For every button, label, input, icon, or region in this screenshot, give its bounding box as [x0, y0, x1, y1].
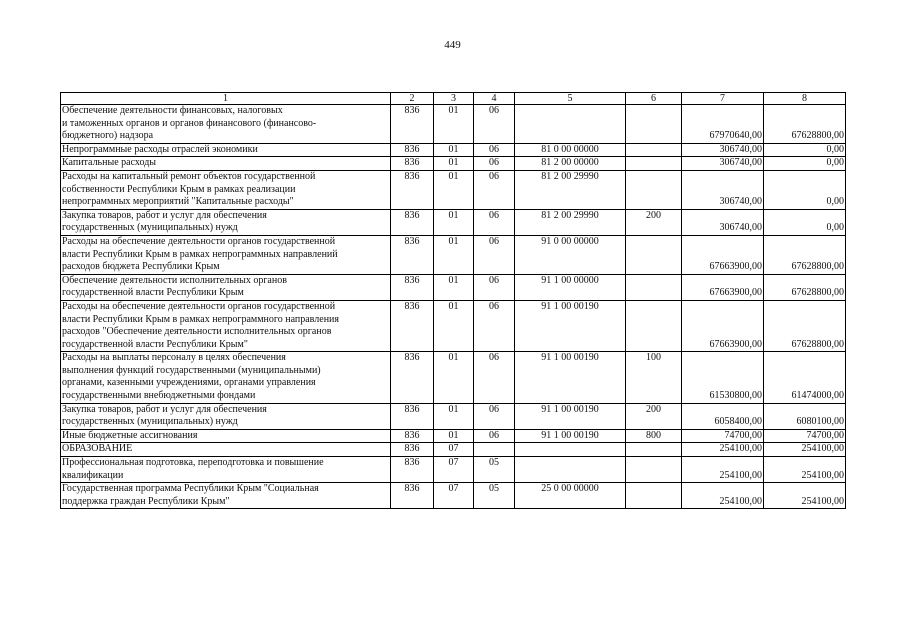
- row-target-code: 91 1 00 00190: [515, 429, 626, 443]
- row-admin-code: 836: [391, 105, 434, 144]
- row-amount-1: 254100,00: [682, 457, 764, 483]
- row-amount-2: 0,00: [764, 157, 846, 171]
- row-subsection-code: 05: [474, 483, 515, 509]
- table-row: [61, 235, 846, 274]
- row-admin-code: 836: [391, 457, 434, 483]
- header-cell: 6: [626, 93, 682, 105]
- row-subsection-code: 05: [474, 457, 515, 483]
- row-amount-1: 61530800,00: [682, 352, 764, 403]
- row-expense-type: [626, 483, 682, 509]
- budget-table: [60, 92, 846, 509]
- row-section-code: 07: [434, 443, 474, 457]
- row-amount-1: 67663900,00: [682, 235, 764, 274]
- row-name: Капитальные расходы: [61, 157, 391, 171]
- row-name: Расходы на капитальный ремонт объектов государственной собственности Республики Крым в рамках реализации непрограммных мероприятий "Капитальные расходы": [61, 170, 391, 209]
- row-name: Закупка товаров, работ и услуг для обеспечения государственных (муниципальных) нужд: [61, 403, 391, 429]
- row-amount-2: 6080100,00: [764, 403, 846, 429]
- row-section-code: 01: [434, 170, 474, 209]
- row-amount-1: 306740,00: [682, 143, 764, 157]
- row-target-code: 91 1 00 00190: [515, 352, 626, 403]
- row-target-code: 81 2 00 00000: [515, 157, 626, 171]
- row-target-code: 91 1 00 00190: [515, 403, 626, 429]
- row-subsection-code: 06: [474, 300, 515, 351]
- row-section-code: 07: [434, 483, 474, 509]
- row-section-code: 01: [434, 300, 474, 351]
- row-subsection-code: [474, 443, 515, 457]
- row-admin-code: 836: [391, 352, 434, 403]
- row-subsection-code: 06: [474, 105, 515, 144]
- row-expense-type: [626, 235, 682, 274]
- row-subsection-code: 06: [474, 157, 515, 171]
- row-name: Иные бюджетные ассигнования: [61, 429, 391, 443]
- header-row: [61, 93, 846, 105]
- header-cell: 2: [391, 93, 434, 105]
- row-target-code: 91 1 00 00000: [515, 274, 626, 300]
- row-admin-code: 836: [391, 235, 434, 274]
- row-expense-type: [626, 443, 682, 457]
- row-subsection-code: 06: [474, 403, 515, 429]
- row-expense-type: [626, 170, 682, 209]
- header-cell: 7: [682, 93, 764, 105]
- header-cell: 8: [764, 93, 846, 105]
- row-subsection-code: 06: [474, 235, 515, 274]
- row-amount-2: 61474000,00: [764, 352, 846, 403]
- row-section-code: 01: [434, 209, 474, 235]
- row-name: Обеспечение деятельности финансовых, налоговых и таможенных органов и органов финансового (финансово- бюджетного) надзора: [61, 105, 391, 144]
- row-section-code: 01: [434, 143, 474, 157]
- row-expense-type: [626, 143, 682, 157]
- row-name: Государственная программа Республики Крым "Социальная поддержка граждан Республики Крым": [61, 483, 391, 509]
- row-name: Непрограммные расходы отраслей экономики: [61, 143, 391, 157]
- row-name: Профессиональная подготовка, переподготовка и повышение квалификации: [61, 457, 391, 483]
- table-row: [61, 105, 846, 144]
- row-target-code: [515, 443, 626, 457]
- row-amount-1: 306740,00: [682, 170, 764, 209]
- row-expense-type: [626, 300, 682, 351]
- row-name: Закупка товаров, работ и услуг для обеспечения государственных (муниципальных) нужд: [61, 209, 391, 235]
- row-target-code: [515, 105, 626, 144]
- row-amount-1: 67663900,00: [682, 274, 764, 300]
- row-amount-1: 67663900,00: [682, 300, 764, 351]
- row-subsection-code: 06: [474, 143, 515, 157]
- row-subsection-code: 06: [474, 209, 515, 235]
- table-row: [61, 300, 846, 351]
- row-expense-type: [626, 105, 682, 144]
- row-amount-2: 74700,00: [764, 429, 846, 443]
- row-amount-1: 254100,00: [682, 483, 764, 509]
- row-section-code: 01: [434, 235, 474, 274]
- row-section-code: 01: [434, 157, 474, 171]
- row-amount-2: 67628800,00: [764, 274, 846, 300]
- row-admin-code: 836: [391, 143, 434, 157]
- row-admin-code: 836: [391, 403, 434, 429]
- row-expense-type: [626, 457, 682, 483]
- row-admin-code: 836: [391, 483, 434, 509]
- row-target-code: 81 2 00 29990: [515, 170, 626, 209]
- row-expense-type: 200: [626, 403, 682, 429]
- row-subsection-code: 06: [474, 429, 515, 443]
- row-amount-1: 6058400,00: [682, 403, 764, 429]
- table-row: [61, 274, 846, 300]
- row-name: Расходы на выплаты персоналу в целях обеспечения выполнения функций государственными (муниципальными) органами, казенными учреждениями, органами управления государственными внебюджетными фондами: [61, 352, 391, 403]
- row-subsection-code: 06: [474, 352, 515, 403]
- row-amount-1: 306740,00: [682, 157, 764, 171]
- header-cell: 3: [434, 93, 474, 105]
- table-row: [61, 443, 846, 457]
- row-subsection-code: 06: [474, 274, 515, 300]
- row-amount-1: 67970640,00: [682, 105, 764, 144]
- row-name: ОБРАЗОВАНИЕ: [61, 443, 391, 457]
- row-target-code: 81 0 00 00000: [515, 143, 626, 157]
- row-expense-type: [626, 274, 682, 300]
- row-section-code: 07: [434, 457, 474, 483]
- row-amount-2: 0,00: [764, 209, 846, 235]
- row-section-code: 01: [434, 429, 474, 443]
- row-amount-2: 67628800,00: [764, 300, 846, 351]
- row-admin-code: 836: [391, 170, 434, 209]
- row-name: Расходы на обеспечение деятельности органов государственной власти Республики Крым в рамках непрограммного направления расходов "Обеспечение деятельности исполнительных органов государственной власти Республики Крым": [61, 300, 391, 351]
- row-amount-2: 254100,00: [764, 457, 846, 483]
- table-row: [61, 143, 846, 157]
- row-amount-1: 306740,00: [682, 209, 764, 235]
- table-row: [61, 483, 846, 509]
- row-admin-code: 836: [391, 429, 434, 443]
- table-row: [61, 403, 846, 429]
- row-admin-code: 836: [391, 300, 434, 351]
- row-expense-type: [626, 157, 682, 171]
- table-row: [61, 157, 846, 171]
- row-section-code: 01: [434, 105, 474, 144]
- row-amount-1: 254100,00: [682, 443, 764, 457]
- row-amount-1: 74700,00: [682, 429, 764, 443]
- row-name: Расходы на обеспечение деятельности органов государственной власти Республики Крым в рамках непрограммных направлений расходов бюджета Республики Крым: [61, 235, 391, 274]
- table-row: [61, 457, 846, 483]
- row-admin-code: 836: [391, 274, 434, 300]
- row-amount-2: 67628800,00: [764, 105, 846, 144]
- row-target-code: 25 0 00 00000: [515, 483, 626, 509]
- header-cell: 4: [474, 93, 515, 105]
- row-target-code: 91 1 00 00190: [515, 300, 626, 351]
- table-row: [61, 352, 846, 403]
- header-cell: 1: [61, 93, 391, 105]
- table-row: [61, 209, 846, 235]
- row-subsection-code: 06: [474, 170, 515, 209]
- table-row: [61, 429, 846, 443]
- row-amount-2: 0,00: [764, 170, 846, 209]
- row-amount-2: 67628800,00: [764, 235, 846, 274]
- row-section-code: 01: [434, 403, 474, 429]
- header-cell: 5: [515, 93, 626, 105]
- row-section-code: 01: [434, 274, 474, 300]
- row-amount-2: 0,00: [764, 143, 846, 157]
- row-target-code: 91 0 00 00000: [515, 235, 626, 274]
- row-section-code: 01: [434, 352, 474, 403]
- row-admin-code: 836: [391, 443, 434, 457]
- row-amount-2: 254100,00: [764, 483, 846, 509]
- row-admin-code: 836: [391, 157, 434, 171]
- row-expense-type: 800: [626, 429, 682, 443]
- row-expense-type: 200: [626, 209, 682, 235]
- page-number: 449: [444, 39, 461, 51]
- row-target-code: [515, 457, 626, 483]
- row-name: Обеспечение деятельности исполнительных органов государственной власти Республики Крым: [61, 274, 391, 300]
- row-expense-type: 100: [626, 352, 682, 403]
- row-amount-2: 254100,00: [764, 443, 846, 457]
- row-admin-code: 836: [391, 209, 434, 235]
- row-target-code: 81 2 00 29990: [515, 209, 626, 235]
- table-row: [61, 170, 846, 209]
